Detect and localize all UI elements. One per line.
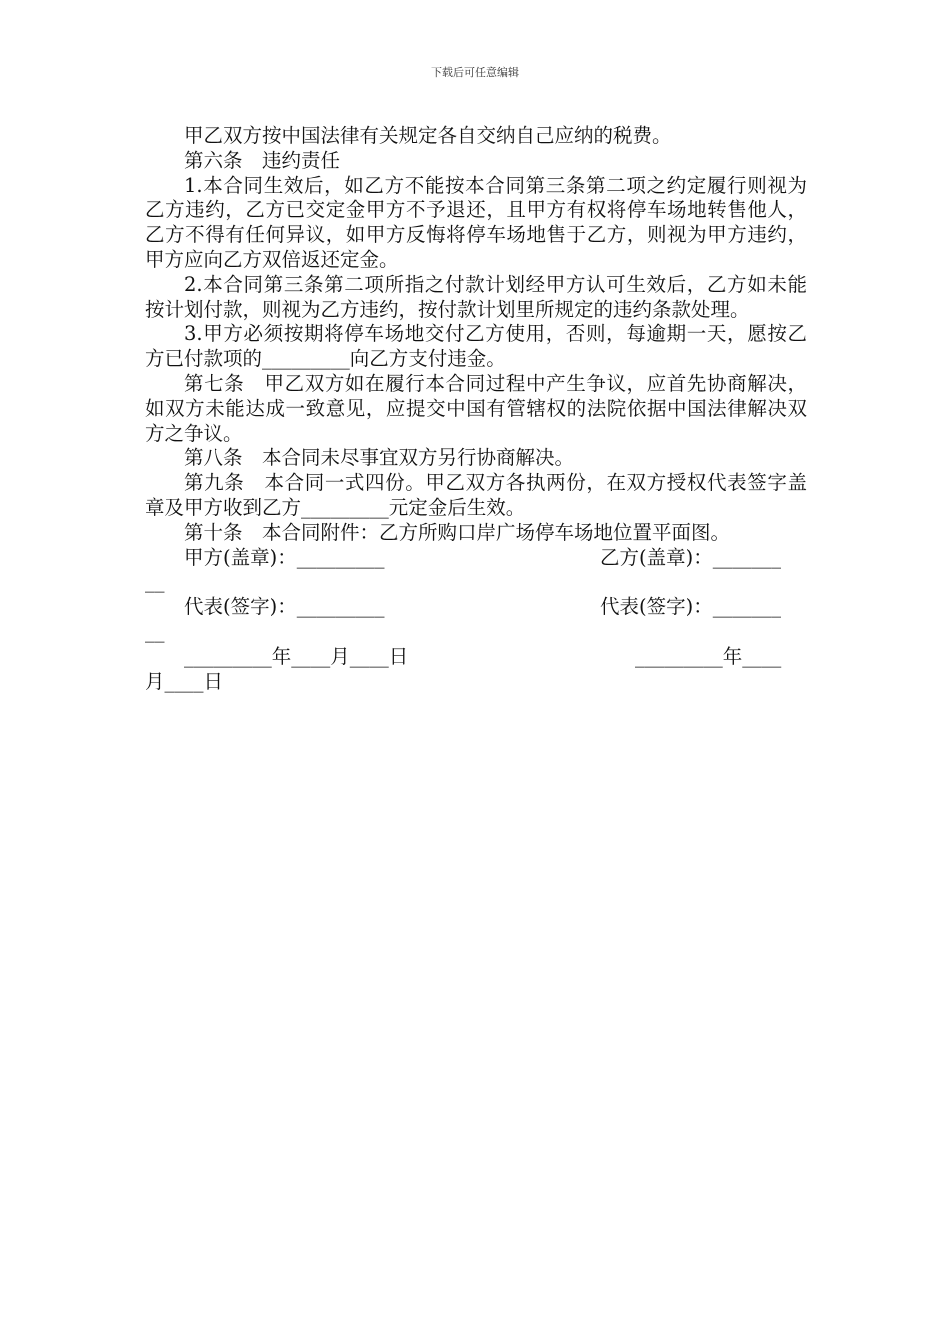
party-b-rep-field: 代表(签字)：_______ bbox=[600, 595, 781, 619]
paragraph-tax: 甲乙双方按中国法律有关规定各自交纳自己应纳的税费。 bbox=[184, 124, 672, 147]
article-7: 第七条 甲乙双方如在履行本合同过程中产生争议，应首先协商解决，如双方未能达成一致意见，应提交中国有管辖权的法院依据中国法律解决双方之争议。 bbox=[145, 371, 807, 445]
party-b-seal-field: 乙方(盖章)：_______ bbox=[600, 545, 781, 569]
party-b-date-wrap: 月____日 bbox=[145, 669, 224, 693]
header-note: 下载后可任意编辑 bbox=[431, 66, 519, 79]
article-8: 第八条 本合同未尽事宜双方另行协商解决。 bbox=[184, 446, 575, 470]
representative-row bbox=[145, 595, 807, 645]
party-b-date-field: _________年____ bbox=[635, 644, 782, 668]
seal-row bbox=[145, 546, 807, 596]
article-6-heading: 第六条 违约责任 bbox=[184, 148, 341, 172]
article-10: 第十条 本合同附件：乙方所购口岸广场停车场地位置平面图。 bbox=[184, 520, 731, 544]
article-6-item-2: 2.本合同第三条第二项所指之付款计划经甲方认可生效后，乙方如未能按计划付款，则视为乙方违约，按付款计划里所规定的违约条款处理。 bbox=[145, 272, 807, 321]
party-b-seal-wrap: __ bbox=[145, 570, 165, 594]
party-a-seal-field: 甲方(盖章)：_________ bbox=[184, 545, 385, 569]
date-row bbox=[145, 645, 807, 695]
party-b-rep-wrap: __ bbox=[145, 619, 165, 643]
article-6-item-1: 1.本合同生效后，如乙方不能按本合同第三条第二项之约定履行则视为乙方违约，乙方已交定金甲方不予退还，且甲方有权将停车场地转售他人，乙方不得有任何异议，如甲方反悔将停车场地售于乙方，则视为甲方违约，甲方应向乙方双倍返还定金。 bbox=[145, 173, 807, 271]
contract-body bbox=[145, 124, 807, 694]
party-a-date-field: _________年____月____日 bbox=[184, 644, 409, 668]
article-6-item-3: 3.甲方必须按期将停车场地交付乙方使用，否则，每逾期一天，愿按乙方已付款项的_________向乙方支付违金。 bbox=[145, 322, 807, 371]
party-a-rep-field: 代表(签字)：_________ bbox=[184, 595, 385, 619]
article-9: 第九条 本合同一式四份。甲乙双方各执两份，在双方授权代表签字盖章及甲方收到乙方_________元定金后生效。 bbox=[145, 471, 807, 519]
